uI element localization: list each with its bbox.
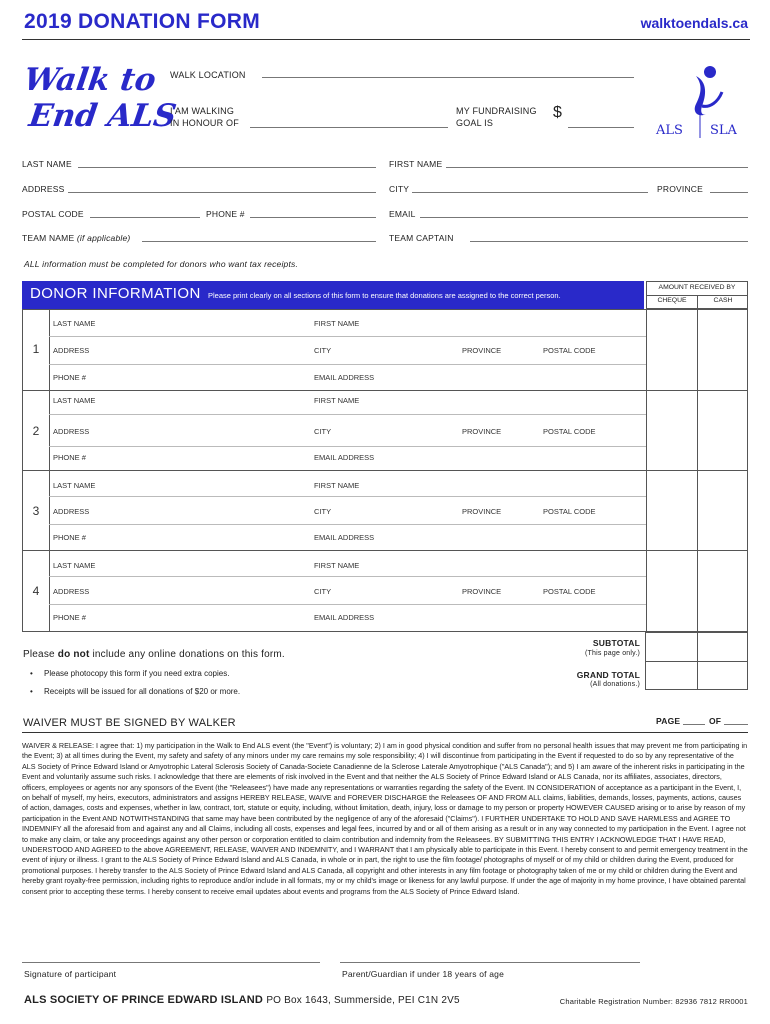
totals-box: [645, 632, 748, 690]
guardian-signature-field[interactable]: [340, 962, 640, 963]
postal-code-field[interactable]: [90, 217, 200, 218]
note-receipts: • Receipts will be issued for all donations of $20 or more.: [30, 687, 240, 696]
donor-info-title: DONOR INFORMATION: [30, 285, 201, 302]
fundraising-goal-label-2: GOAL IS: [456, 118, 494, 128]
team-name-label: [22, 233, 130, 243]
email-label: EMAIL: [389, 209, 416, 219]
subtotal-note: (This page only.): [584, 650, 640, 657]
subtotal-label: SUBTOTAL: [592, 638, 640, 648]
amount-received-header: [646, 281, 748, 309]
fundraising-goal-field[interactable]: [568, 127, 634, 128]
walking-honour-label-1: I AM WALKING: [170, 106, 235, 116]
page-label: PAGE: [656, 716, 681, 726]
donor-email-label: EMAIL ADDRESS: [314, 453, 375, 462]
logo-als: ALS: [656, 123, 683, 138]
donor-address-label: ADDRESS: [53, 587, 90, 596]
donor-row-number: 2: [32, 424, 40, 438]
donor-province-label: PROVINCE: [462, 587, 502, 596]
donor-info-instructions: Please print clearly on all sections of this form to ensure that donations are assigned to the correct person.: [208, 291, 561, 300]
charity-number: Charitable Registration Number: 82936 7812 RR0001: [559, 997, 748, 1006]
donor-email-label: EMAIL ADDRESS: [314, 533, 375, 542]
address-label: ADDRESS: [22, 184, 65, 194]
donor-city-label: CITY: [314, 427, 332, 436]
donor-address-label: ADDRESS: [53, 427, 90, 436]
donor-first-name-label: FIRST NAME: [314, 319, 360, 328]
donor-address-label: ADDRESS: [53, 507, 90, 516]
donor-postal-code-label: POSTAL CODE: [543, 587, 596, 596]
participant-signature-field[interactable]: [22, 962, 320, 963]
donor-last-name-label: LAST NAME: [53, 481, 96, 490]
als-sla-logo: [652, 62, 748, 138]
logo-line1: Walk to: [21, 62, 159, 98]
donor-city-label: CITY: [314, 346, 332, 355]
waiver-text: WAIVER & RELEASE: I agree that: 1) my participation in the Walk to End ALS event (the "Event") is voluntary; 2) I am in good physical condition and suffer from no personal health issues that may prevent me from participating in the Event; 3) at all times during the Event, my safety and safety of any minors under my care remains my sole responsibility; 4) I will discontinue from participating in the Event if requested to do so by any representative of the ALS Society of Prince Edward Island or Amyotrophic Lateral Sclerosis Society of Canada-Societe Canadienne de la Sclerose Laterale Amyotrophique ("ALS Canada"); and 5) I am aware of the inherent risks in participating in the Event and voluntarily assume such risks. I acknowledge that there are elements of risk involved in the Event and that neither the ALS Society of Prince Edward Island or ALS Canada, nor its affiliates, associates, directors, officers, employees or agents nor any sponsors of the Event (the "Releasees") have made any representations or warranties regarding the safety of the Event. IN CONSIDERATION of acceptance as a participant in the Event, I, on behalf of myself, my heirs, executors, administrators and assigns HEREBY RELEASE, WAIVE and FOREVER DISCHARGE the Releasees OF AND FROM ALL claims, liabilities, demands, losses, payments, actions, causes of action, damages, costs and expenses, whether in law, contract, tort, statute or equity, including, without limitation, death, injury, loss or damage to my person or property HOWEVER CAUSED arising or to arise by reason of my participation in the Event AND NOTWITHSTANDING that same may have been contributed by the negligence of any of the aforesaid ("Claims"). I FURTHER UNDERTAKE TO HOLD AND SAVE HARMLESS and AGREE TO INDEMNIFY all the aforesaid from and against any and all Claims, including all costs, expenses and legal fees, incurred by and or all of them arising as a result or in any way connected to my participation in the Event. I agree not to make any claim, or take any proceedings against any other person or corporation entitled to claim contribution and indemnity from the Releasees. BY SUBMITTING THIS ENTRY I ACKNOWLEDGE THAT I HAVE READ, UNDERSTOOD AND AGREED to the above AGREEMENT, RELEASE, WAIVER AND INDEMNITY, and I WARRANT that I am physically able to participate in this Event. I hereby consent to and permit emergency treatment in the event of injury or illness. I grant to the ALS Society of Prince Edward Island and ALS Canada, in whole or in part, the right to use the film footage/ photographs of myself or of my child or children during the Event, produced for promotional purposes. I hereby transfer to the ALS Society of Prince Edward Island and ALS Canada, all copyright and other interests in any film footage or photography taken of me or my child or children during the Event and hereby grant royalty-free permission, including rights to reproduce and/or include in all formats, my or my child's image or likeness for any lawful purpose. If under the age of majority in my home province, I have obtained parental consent prior to accepting these terms. I hereby consent to receive email updates about events and programs from the ALS Society of Prince Edward Island.: [22, 741, 748, 896]
phone-label: PHONE #: [206, 209, 245, 219]
online-note-emphasis: do not: [57, 649, 90, 660]
team-name-field[interactable]: [142, 241, 376, 242]
donor-first-name-label: FIRST NAME: [314, 481, 360, 490]
participant-signature-label: Signature of participant: [24, 969, 117, 979]
donor-phone-label: PHONE #: [53, 613, 86, 622]
first-name-label: FIRST NAME: [389, 159, 443, 169]
of-label: OF: [709, 716, 722, 726]
grand-total-note: (All donations.): [590, 681, 640, 688]
online-note-post: include any online donations on this form.: [89, 649, 285, 660]
donor-email-label: EMAIL ADDRESS: [314, 373, 375, 382]
logo-line2: End ALS: [26, 98, 179, 134]
donor-province-label: PROVINCE: [462, 346, 502, 355]
phone-field[interactable]: [250, 217, 376, 218]
cash-label: CASH: [713, 297, 733, 304]
donor-info-header: [22, 281, 644, 309]
donor-row-number: 1: [32, 342, 40, 356]
footer-address: [24, 994, 460, 1006]
donor-table: [22, 309, 748, 632]
donor-phone-label: PHONE #: [53, 453, 86, 462]
form-title: 2019 DONATION FORM: [24, 10, 261, 33]
donor-phone-label: PHONE #: [53, 533, 86, 542]
team-captain-field[interactable]: [470, 241, 748, 242]
walking-honour-field[interactable]: [250, 127, 448, 128]
donor-postal-code-label: POSTAL CODE: [543, 507, 596, 516]
header-divider: [22, 39, 750, 40]
waiver-heading: WAIVER MUST BE SIGNED BY WALKER: [23, 717, 236, 729]
note-photocopy: • Please photocopy this form if you need extra copies.: [30, 669, 240, 678]
donor-row-number: 3: [32, 504, 40, 518]
team-name-note: (if applicable): [76, 233, 131, 243]
waiver-divider: [22, 732, 748, 733]
province-label: PROVINCE: [657, 184, 703, 194]
donor-city-label: CITY: [314, 587, 332, 596]
website-link[interactable]: walktoendals.ca: [640, 15, 748, 31]
dollar-sign: $: [553, 104, 563, 121]
donor-address-label: ADDRESS: [53, 346, 90, 355]
donor-last-name-label: LAST NAME: [53, 319, 96, 328]
tax-receipt-note: ALL information must be completed for donors who want tax receipts.: [24, 259, 299, 269]
email-field[interactable]: [420, 217, 748, 218]
first-name-field[interactable]: [446, 167, 748, 168]
donor-province-label: PROVINCE: [462, 427, 502, 436]
walk-location-field[interactable]: [262, 77, 634, 78]
province-field[interactable]: [710, 192, 748, 193]
walk-to-end-als-logo: [21, 54, 179, 144]
logo-sla: SLA: [710, 123, 737, 138]
donor-postal-code-label: POSTAL CODE: [543, 427, 596, 436]
donor-first-name-label: FIRST NAME: [314, 561, 360, 570]
fundraising-goal-label-1: MY FUNDRAISING: [456, 106, 537, 116]
online-note-pre: Please: [23, 649, 58, 660]
page-number-field[interactable]: [683, 724, 705, 725]
donor-city-label: CITY: [314, 507, 332, 516]
donor-phone-label: PHONE #: [53, 373, 86, 382]
page-total-field[interactable]: [724, 724, 748, 725]
city-field[interactable]: [412, 192, 648, 193]
amount-received-label: AMOUNT RECEIVED BY: [658, 284, 736, 291]
footer-po: PO Box 1643, Summerside, PEI C1N 2V5: [266, 995, 460, 1006]
team-captain-label: TEAM CAPTAIN: [389, 233, 454, 243]
notes-list: [30, 669, 240, 705]
donor-first-name-label: FIRST NAME: [314, 396, 360, 405]
walk-location-label: WALK LOCATION: [170, 70, 246, 80]
donor-last-name-label: LAST NAME: [53, 396, 96, 405]
address-field[interactable]: [68, 192, 376, 193]
donor-postal-code-label: POSTAL CODE: [543, 346, 596, 355]
last-name-field[interactable]: [78, 167, 376, 168]
cheque-label: CHEQUE: [657, 297, 687, 304]
postal-code-label: POSTAL CODE: [22, 209, 84, 219]
online-donations-note: [23, 649, 285, 660]
city-label: CITY: [389, 184, 410, 194]
donor-row-number: 4: [32, 584, 40, 598]
guardian-signature-label: Parent/Guardian if under 18 years of age: [342, 969, 505, 979]
donor-email-label: EMAIL ADDRESS: [314, 613, 375, 622]
donor-province-label: PROVINCE: [462, 507, 502, 516]
team-name-text: TEAM NAME: [22, 233, 75, 243]
footer-org: ALS SOCIETY OF PRINCE EDWARD ISLAND: [24, 994, 264, 1006]
walking-honour-label-2: IN HONOUR OF: [170, 118, 239, 128]
donor-last-name-label: LAST NAME: [53, 561, 96, 570]
grand-total-label: GRAND TOTAL: [576, 670, 640, 680]
last-name-label: LAST NAME: [22, 159, 72, 169]
